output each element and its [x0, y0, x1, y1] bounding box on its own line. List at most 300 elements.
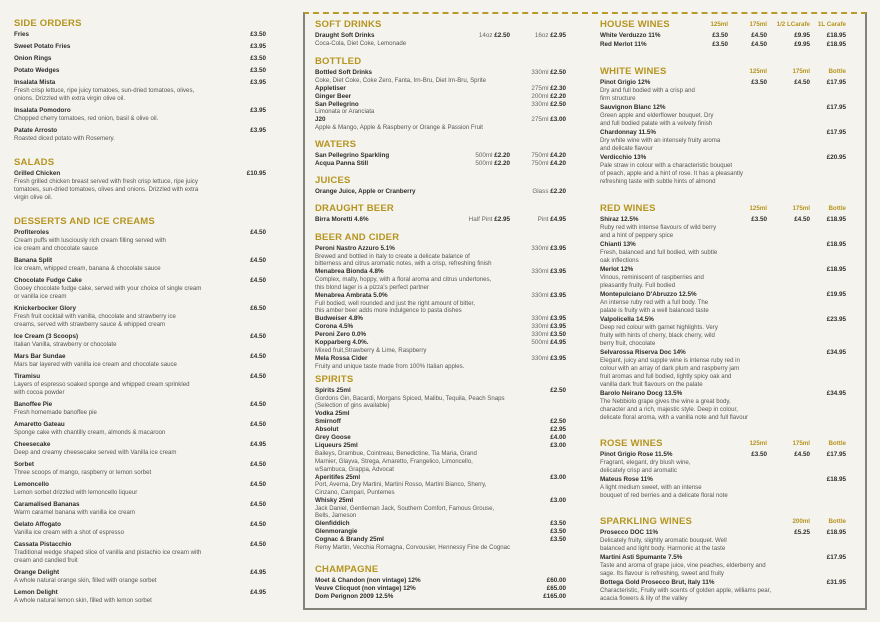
item-name: Sauvignon Blanc 12%	[600, 104, 666, 111]
item-name: Liqueurs 25ml	[315, 442, 358, 450]
price-unit: 330ml	[531, 245, 549, 252]
item-name: San Pellegrino	[315, 100, 359, 108]
item-price	[827, 554, 846, 562]
item-name: Peroni Nastro Azzuro 5.1%	[315, 245, 395, 252]
item-price	[250, 501, 266, 509]
price-unit: 330ml	[531, 331, 549, 339]
item-name: Glenfiddich	[315, 520, 350, 528]
column-header: Bottle	[828, 68, 846, 75]
price-amount: £18.95	[826, 529, 846, 536]
price-amount: £4.95	[250, 441, 266, 448]
price-amount: £34.95	[826, 390, 846, 397]
section-title: WHITE WINES	[600, 66, 667, 77]
price-amount: £3.50	[550, 331, 566, 339]
item-description: A light medium sweet, with an intense bouquet of red berries and a delicate floral note	[600, 484, 728, 499]
item-description: Elegant, juicy and supple wine is intense ruby red in colour with an array of dark plum and raspberry jam fruit aromas and full bodied, lightly spicy oak and vanilla dark fruit flavours on the palate	[600, 357, 740, 388]
price-amount: £3.50	[250, 67, 266, 74]
item-name: Grey Goose	[315, 434, 351, 442]
item-price	[531, 160, 566, 168]
price-amount: £165.00	[543, 593, 566, 600]
item-price	[250, 441, 266, 449]
section-title: SALADS	[14, 157, 55, 168]
menu-item	[14, 521, 266, 537]
item-description: Roasted diced potato with Rosemery.	[14, 135, 115, 142]
item-price	[250, 277, 266, 285]
price-amount: £3.50	[712, 41, 728, 48]
section-title: HOUSE WINES	[600, 19, 670, 30]
price-amount: £4.50	[250, 461, 266, 468]
item-price	[794, 216, 810, 224]
item-price	[250, 229, 266, 237]
column-header: 175ml	[749, 21, 767, 28]
item-name: Glenmorangie	[315, 528, 358, 536]
price-amount: £2.20	[494, 160, 510, 167]
item-name: Orange Juice, Apple or Cranberry	[315, 188, 416, 195]
item-description: Sponge cake with chantilly cream, almonds & macaroon	[14, 429, 166, 436]
menu-item	[315, 188, 566, 196]
price-amount: £17.95	[826, 451, 846, 458]
price-amount: £4.00	[550, 434, 566, 442]
price-amount: £3.50	[550, 520, 566, 528]
section-side-orders	[14, 18, 266, 147]
item-price	[550, 387, 566, 395]
price-amount: £2.30	[550, 84, 566, 92]
section-heading	[600, 19, 846, 32]
item-price	[550, 528, 566, 536]
price-amount: £2.50	[550, 418, 566, 426]
menu-item	[600, 554, 846, 578]
price-amount: £18.95	[826, 266, 846, 273]
item-name: Veuve Clicquot (non vintage) 12%	[315, 585, 416, 592]
price-amount: £4.95	[250, 589, 266, 596]
price-amount: £2.20	[494, 152, 510, 159]
menu-item	[315, 528, 566, 536]
menu-item	[315, 116, 566, 131]
menu-item	[315, 32, 566, 47]
item-price	[751, 79, 767, 87]
section-champagne	[315, 564, 566, 601]
item-price	[794, 41, 810, 49]
section-title: DRAUGHT BEER	[315, 203, 394, 214]
item-name: Aperitifes 25ml	[315, 473, 361, 481]
menu-item	[14, 31, 266, 39]
price-amount: £3.95	[550, 323, 566, 331]
item-price	[250, 521, 266, 529]
price-amount: £2.50	[550, 387, 566, 394]
item-name: Birra Moretti 4.6%	[315, 216, 369, 223]
section-draught-beer	[315, 203, 566, 224]
price-amount: £4.95	[250, 569, 266, 576]
item-name: Selvarossa Riserva Doc 14%	[600, 349, 686, 356]
column-header: 125ml	[749, 68, 767, 75]
price-unit: 16oz	[534, 32, 549, 39]
section-heading	[315, 175, 566, 188]
item-price	[531, 315, 566, 323]
section-soft-drinks	[315, 19, 566, 48]
item-name: Lemon Delight	[14, 589, 58, 596]
menu-item	[315, 520, 566, 528]
item-description: Fresh fruit cocktail with vanilla, chocolate and strawberry ice creams, served with strawberry sauce & whipped cream	[14, 313, 176, 328]
item-description: Delicately fruity, slightly aromatic bouquet. Well balanced and light body. Harmonic at the taste	[600, 537, 727, 552]
menu-item	[600, 451, 846, 475]
item-name: Menabrea Bionda 4.8%	[315, 268, 384, 276]
item-price	[827, 32, 846, 40]
item-price	[531, 339, 566, 347]
menu-item	[600, 529, 846, 553]
item-price	[827, 104, 846, 112]
section-title: RED WINES	[600, 203, 656, 214]
item-price	[250, 569, 266, 577]
item-price	[550, 418, 566, 426]
price-amount: £3.00	[550, 442, 566, 450]
section-title: DESSERTS AND ICE CREAMS	[14, 216, 155, 227]
price-amount: £3.50	[751, 79, 767, 86]
item-price	[250, 31, 266, 39]
price-unit: Pint	[537, 216, 549, 223]
item-price	[550, 536, 566, 544]
price-amount: £18.95	[826, 216, 846, 223]
section-heading	[315, 232, 566, 245]
section-title: JUICES	[315, 175, 351, 186]
item-price	[712, 32, 728, 40]
item-name: Grilled Chicken	[14, 170, 61, 177]
menu-item	[14, 353, 266, 369]
item-name: Prosecco DOC 11%	[600, 529, 659, 536]
item-price	[531, 152, 566, 160]
section-sparkling-wines	[600, 516, 846, 604]
column-header: 175ml	[792, 205, 810, 212]
section-house-wines	[600, 19, 846, 50]
item-description: Jack Daniel, Gentleman Jack, Southern Comfort, Famous Grouse, Bells, Jameson	[315, 504, 495, 520]
item-price	[531, 331, 566, 339]
menu-item	[14, 55, 266, 63]
menu-item	[14, 373, 266, 397]
item-description: Full bodied, well rounded and just the right amount of bitter, this amber beer adds more indulgence to pasta dishes	[315, 299, 475, 315]
price-unit: 275ml	[531, 116, 549, 124]
item-name: Corona 4.5%	[315, 323, 354, 331]
item-name: Insalata Pomodoro	[14, 107, 71, 114]
section-heading	[14, 216, 266, 229]
item-description: Mixed fruit,Strawberry & Lime, Raspberry	[315, 346, 427, 354]
item-price	[827, 349, 846, 357]
menu-item	[315, 339, 566, 354]
item-price	[827, 41, 846, 49]
price-amount: £3.50	[751, 216, 767, 223]
item-price	[250, 589, 266, 597]
price-amount: £4.95	[550, 216, 566, 223]
menu-item	[14, 569, 266, 585]
item-description: Fragrant, elegant, dry blush wine, delicately crisp and aromatic	[600, 459, 691, 474]
item-description: Deep and creamy cheesecake served with Vanilla ice cream	[14, 449, 177, 456]
item-name: Mela Rossa Cider	[315, 354, 368, 362]
section-heading	[600, 66, 846, 79]
item-price	[531, 69, 566, 77]
price-amount: £20.95	[826, 154, 846, 161]
item-price	[250, 43, 266, 51]
item-price	[751, 32, 767, 40]
item-description: Dry and full bodied with a crisp and firm structure	[600, 87, 695, 102]
price-amount: £60.00	[546, 577, 566, 584]
price-unit: 330ml	[531, 354, 549, 362]
price-amount: £3.00	[550, 496, 566, 504]
price-unit: 330ml	[531, 315, 549, 323]
item-name: Dom Perignon 2009 12.5%	[315, 593, 394, 600]
item-description: Characteristic, Fruity with scents of golden apple, williams pear, acacia flowers & lily of the valley	[600, 587, 772, 602]
price-amount: £4.50	[250, 333, 266, 340]
menu-item	[315, 497, 566, 520]
price-unit: 200ml	[531, 92, 549, 100]
price-amount: £3.95	[550, 245, 566, 252]
menu-item	[600, 79, 846, 103]
menu-item	[600, 476, 846, 500]
item-price	[550, 497, 566, 505]
price-unit: 500ml	[531, 339, 549, 347]
item-name: Banoffee Pie	[14, 401, 53, 408]
section-title: BEER AND CIDER	[315, 232, 400, 243]
item-price	[827, 529, 846, 537]
item-name: Absolut	[315, 426, 339, 434]
item-name: Montepulciano D'Abruzzo 12.5%	[600, 291, 697, 298]
price-amount: £3.50	[550, 528, 566, 536]
item-price	[531, 101, 566, 109]
item-description: Coke, Diet Coke, Coke Zero, Fanta, Irn-Bru, Diet Irn-Bru, Sprite	[315, 76, 487, 84]
price-amount: £3.95	[250, 43, 266, 50]
price-unit: 275ml	[531, 84, 549, 92]
item-price	[827, 79, 846, 87]
item-price	[250, 107, 266, 115]
section-heading	[315, 56, 566, 69]
item-name: Appletiser	[315, 84, 346, 92]
item-description: Ruby red with intense flavours of wild berry and a hint of peppery spice	[600, 224, 717, 239]
item-price	[550, 474, 566, 482]
item-price	[475, 152, 510, 160]
price-amount: £2.95	[494, 216, 510, 223]
price-amount: £2.20	[550, 188, 566, 195]
item-description: Apple & Mango, Apple & Raspberry or Orange & Passion Fruit	[315, 124, 484, 132]
menu-item	[600, 129, 846, 153]
section-title: BOTTLED	[315, 56, 362, 67]
menu-item	[315, 355, 566, 370]
item-name: Chianti 13%	[600, 241, 636, 248]
price-amount: £3.00	[550, 473, 566, 481]
menu-item	[14, 67, 266, 75]
column-header: 175ml	[792, 440, 810, 447]
item-description: Ice cream, whipped cream, banana & chocolate sauce	[14, 265, 161, 272]
menu-item	[600, 154, 846, 186]
item-description: Taste and aroma of grape juice, vine peaches, elderberry and sage. Its flavour is refreshing, sweet and fruity	[600, 562, 766, 577]
item-description: Baileys, Drambue, Cointreau, Benedictine, Tia Maria, Grand Marnier, Glayva, Strega, Amaretto, Frangelico, Limoncello, wSambuca, Grappa, Advocat	[315, 450, 477, 473]
menu-item	[315, 434, 566, 442]
price-unit: 500ml	[475, 160, 493, 167]
section-rose-wines	[600, 438, 846, 501]
price-amount: £3.95	[250, 79, 266, 86]
section-title: ROSE WINES	[600, 438, 663, 449]
column-header: 125ml	[749, 440, 767, 447]
section-title: SIDE ORDERS	[14, 18, 82, 29]
price-amount: £9.95	[794, 41, 810, 48]
section-title: SPIRITS	[315, 374, 354, 385]
item-name: Pinot Grigio Rose 11.5%	[600, 451, 673, 458]
price-amount: £3.95	[550, 354, 566, 362]
item-price	[250, 79, 266, 87]
price-amount: £4.50	[250, 373, 266, 380]
item-price	[250, 67, 266, 75]
item-price	[550, 442, 566, 450]
item-price	[712, 41, 728, 49]
price-amount: £4.50	[250, 501, 266, 508]
price-amount: £3.95	[250, 127, 266, 134]
price-unit: 14oz	[478, 32, 493, 39]
column-header: Bottle	[828, 518, 846, 525]
column-header: 1L Carafe	[817, 21, 846, 28]
menu-item	[315, 418, 566, 426]
price-amount: £4.50	[250, 481, 266, 488]
menu-item	[14, 481, 266, 497]
item-price	[250, 127, 266, 135]
item-name: Menabrea Ambrata 5.0%	[315, 291, 388, 299]
menu-item	[600, 316, 846, 348]
price-amount: £18.95	[826, 476, 846, 483]
item-name: Pinot Grigio 12%	[600, 79, 651, 86]
menu-item	[315, 216, 566, 224]
menu-item	[14, 229, 266, 253]
item-name: Acqua Panna Still	[315, 160, 369, 167]
price-unit: 330ml	[531, 291, 549, 299]
column-header: Bottle	[828, 205, 846, 212]
item-name: Chardonnay 11.5%	[600, 129, 656, 136]
section-heading	[315, 374, 566, 387]
item-price	[794, 79, 810, 87]
item-name: Red Merlot 11%	[600, 41, 647, 48]
item-description: A whole natural orange skin, filled with orange sorbet	[14, 577, 157, 584]
price-amount: £3.50	[550, 536, 566, 544]
menu-item	[600, 104, 846, 128]
price-amount: £4.50	[794, 216, 810, 223]
section-white-wines	[600, 66, 846, 187]
item-name: White Verduzzo 11%	[600, 32, 661, 39]
item-description: Three scoops of mango, raspberry or lemon sorbet	[14, 469, 152, 476]
menu-item	[14, 401, 266, 417]
item-name: Peroni Zero 0.0%	[315, 331, 367, 339]
item-name: Banana Split	[14, 257, 53, 264]
item-price	[751, 216, 767, 224]
item-price	[550, 434, 566, 442]
price-amount: £2.20	[550, 92, 566, 100]
item-description: Coca-Cola, Diet Coke, Lemonade	[315, 39, 407, 47]
menu-item	[315, 152, 566, 160]
price-amount: £34.95	[826, 349, 846, 356]
price-amount: £65.00	[546, 585, 566, 592]
item-name: Caramalised Bananas	[14, 501, 80, 508]
column-header: 200ml	[792, 518, 810, 525]
item-price	[250, 461, 266, 469]
item-description: Limonata or Aranciata	[315, 108, 375, 116]
price-amount: £9.95	[794, 32, 810, 39]
menu-item	[14, 305, 266, 329]
item-description: An intense ruby red with a full body. The palate is fruity with a well balanced taste	[600, 299, 709, 314]
price-amount: £4.50	[250, 353, 266, 360]
item-description: Layers of espresso soaked sponge and whipped cream sprinkled with cocoa powder	[14, 381, 190, 396]
section-title: WATERS	[315, 139, 357, 150]
price-amount: £4.50	[250, 277, 266, 284]
price-unit: Half Pint	[468, 216, 493, 223]
item-name: Valpolicella 14.5%	[600, 316, 654, 323]
item-description: Green apple and elderflower bouquet. Dry and full bodied palate with a velvety finish	[600, 112, 714, 127]
item-name: Tiramisu	[14, 373, 41, 380]
price-amount: £4.50	[751, 41, 767, 48]
item-description: Fruity and unique taste made from 100% Italian apples.	[315, 362, 465, 370]
section-heading	[315, 139, 566, 152]
item-price	[479, 32, 510, 40]
menu-item	[600, 216, 846, 240]
item-price	[250, 257, 266, 265]
menu-item	[315, 426, 566, 434]
price-amount: £5.25	[794, 529, 810, 536]
item-description: Dry white wine with an intensely fruity aroma and delicate flavour	[600, 137, 721, 152]
price-unit: 330ml	[531, 69, 549, 76]
menu-item	[315, 315, 566, 323]
item-price	[531, 116, 566, 124]
item-name: Knickerbocker Glory	[14, 305, 76, 312]
section-title: SPARKLING WINES	[600, 516, 693, 527]
item-description: Remy Martin, Vecchia Romagna, Corvousier, Hennessy Fine de Cognac	[315, 544, 511, 552]
item-name: Ice Cream (3 Scoops)	[14, 333, 79, 340]
price-amount: £4.50	[250, 229, 266, 236]
item-price	[250, 333, 266, 341]
column-header: Bottle	[828, 440, 846, 447]
item-price	[827, 241, 846, 249]
item-description: Vinous, reminiscent of raspberries and pleasantly fruity. Full bodied	[600, 274, 704, 289]
column-header: 125ml	[749, 205, 767, 212]
column-header: 175ml	[792, 68, 810, 75]
item-price	[547, 577, 566, 585]
item-price	[794, 529, 810, 537]
item-name: Cheesecake	[14, 441, 51, 448]
price-unit: 330ml	[531, 268, 549, 276]
item-description: Deep red colour with garnet highlights. Very fruity with hints of cherry, black cherry, wild berry fruit, chocolate	[600, 324, 718, 347]
item-description: Cream puffs with lusciously rich cream filling served with ice cream and chocolate sauce	[14, 237, 166, 252]
item-name: Merlot 12%	[600, 266, 634, 273]
item-description: Vanilla ice cream with a shot of espresso	[14, 529, 124, 536]
item-name: Martini Asti Spumante 7.5%	[600, 554, 683, 561]
item-price	[532, 188, 566, 196]
item-price	[250, 421, 266, 429]
item-price	[250, 373, 266, 381]
menu-item	[14, 127, 266, 143]
item-name: Bottega Gold Prosecco Brut, Italy 11%	[600, 579, 715, 586]
price-amount: £6.50	[250, 305, 266, 312]
item-name: Cassata Pistacchio	[14, 541, 72, 548]
section-heading	[600, 516, 846, 529]
item-name: Moet & Chandon (non vintage) 12%	[315, 577, 421, 584]
item-name: Amaretto Gateau	[14, 421, 65, 428]
item-price	[827, 291, 846, 299]
item-description: Fresh, balanced and full bodied, with subtle oak inflections	[600, 249, 718, 264]
menu-item	[315, 245, 566, 268]
price-amount: £2.50	[550, 100, 566, 108]
item-price	[250, 541, 266, 549]
item-description: Gordons Gin, Bacardi, Morgans Spiced, Malibu, Tequila, Peach Snaps (Selection of gins available)	[315, 394, 505, 410]
item-price	[827, 476, 846, 484]
item-name: Sweet Potato Fries	[14, 43, 71, 50]
item-name: Smirnoff	[315, 418, 341, 426]
price-amount: £2.95	[550, 32, 566, 39]
item-price	[531, 355, 566, 363]
menu-item	[600, 41, 846, 49]
item-price	[250, 305, 266, 313]
item-description: Pale straw in colour with a characteristic bouquet of peach, apple and a hint of rose. It has a pleasantly refreshing taste with subtle hints of almond	[600, 162, 743, 185]
item-name: Patate Arrosto	[14, 127, 58, 134]
